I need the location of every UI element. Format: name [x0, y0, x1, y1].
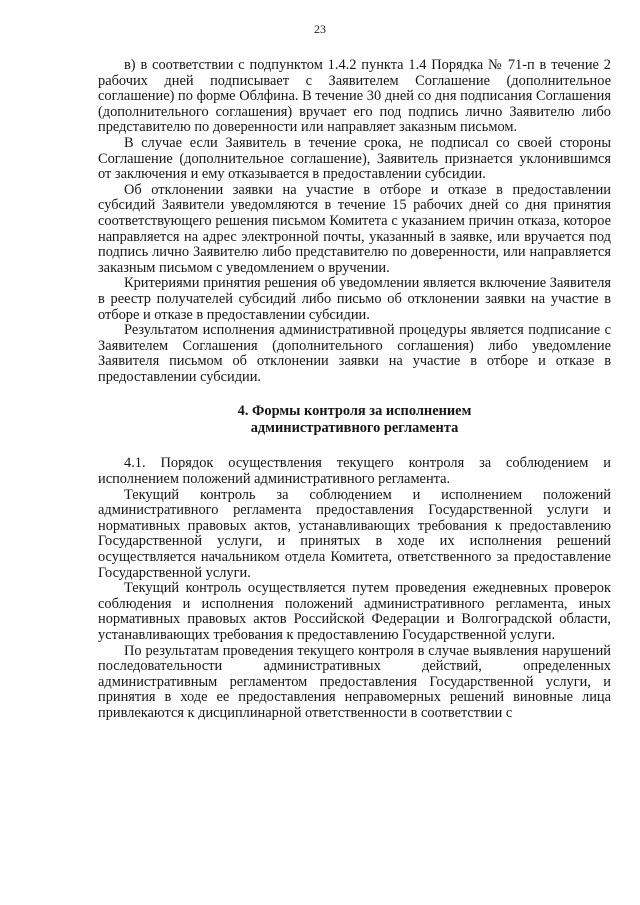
- paragraph-control-checks: Текущий контроль осуществляется путем проведения ежедневных проверок соблюдения и исполнения положений административного регламента, иных нормативных правовых актов Российской Федерации и Волгоградской области, устанавливающих требования к предоставлению Государственной услуги.: [98, 580, 611, 643]
- page-number: 23: [314, 22, 326, 36]
- section-heading-line-1: 4. Формы контроля за исполнением: [237, 403, 472, 420]
- paragraph-item-v: в) в соответствии с подпунктом 1.4.2 пункта 1.4 Порядка № 71-п в течение 2 рабочих дней подписывает с Заявителем Соглашение (дополнительное соглашение) по форме Облфина. В течение 30 дней со дня подписания Соглашения (дополнительного соглашения) вручает его под подпись лично Заявителю либо представителю по доверенности или направляет заказным письмом.: [98, 57, 611, 136]
- paragraph-current-control: Текущий контроль за соблюдением и исполнением положений административного регламента предоставления Государственной услуги и нормативных правовых актов, устанавливающих требования к предоставлению Государственной услуги, и принятых в ходе их исполнения решений осуществляется начальником отдела Комитета, ответственного за предоставление Государственной услуги.: [98, 486, 611, 581]
- paragraph-procedure-result: Результатом исполнения административной процедуры является подписание с Заявителем Соглашения (дополнительного соглашения) либо уведомление Заявителя письмом об отклонении заявки на участие в отборе и отказе в предоставлении субсидии.: [98, 322, 611, 385]
- paragraph-refusal-to-sign: В случае если Заявитель в течение срока, не подписал со своей стороны Соглашение (дополнительное соглашение), Заявитель признается уклонившимся от заключения и ему отказывается в предоставлении субсидии.: [98, 134, 611, 183]
- document-body: [98, 58, 611, 722]
- section-heading: [98, 403, 611, 436]
- paragraph-control-results: По результатам проведения текущего контроля в случае выявления нарушений последовательности административных действий, определенных административным регламентом предоставления Государственной услуги, и принятия в ходе ее предоставления неправомерных решений виновные лица привлекаются к дисциплинарной ответственности в соответствии с: [98, 642, 611, 721]
- paragraph-decision-criteria: Критериями принятия решения об уведомлении является включение Заявителя в реестр получателей субсидий либо письмо об отклонении заявки на участие в отборе и отказе в предоставлении субсидии.: [98, 275, 611, 323]
- paragraph-4-1: 4.1. Порядок осуществления текущего контроля за соблюдением и исполнением положений административного регламента.: [98, 455, 611, 488]
- section-heading-line-2: административного регламента: [250, 419, 459, 436]
- paragraph-rejection-notice: Об отклонении заявки на участие в отборе и отказе в предоставлении субсидий Заявители уведомляются в течение 15 рабочих дней со дня принятия соответствующего решения письмом Комитета с указанием причин отказа, которое направляется на адрес электронной почты, указанный в заявке, или вручается под подпись лично Заявителю либо представителю по доверенности, или направляется заказным письмом с уведомлением о вручении.: [98, 181, 611, 276]
